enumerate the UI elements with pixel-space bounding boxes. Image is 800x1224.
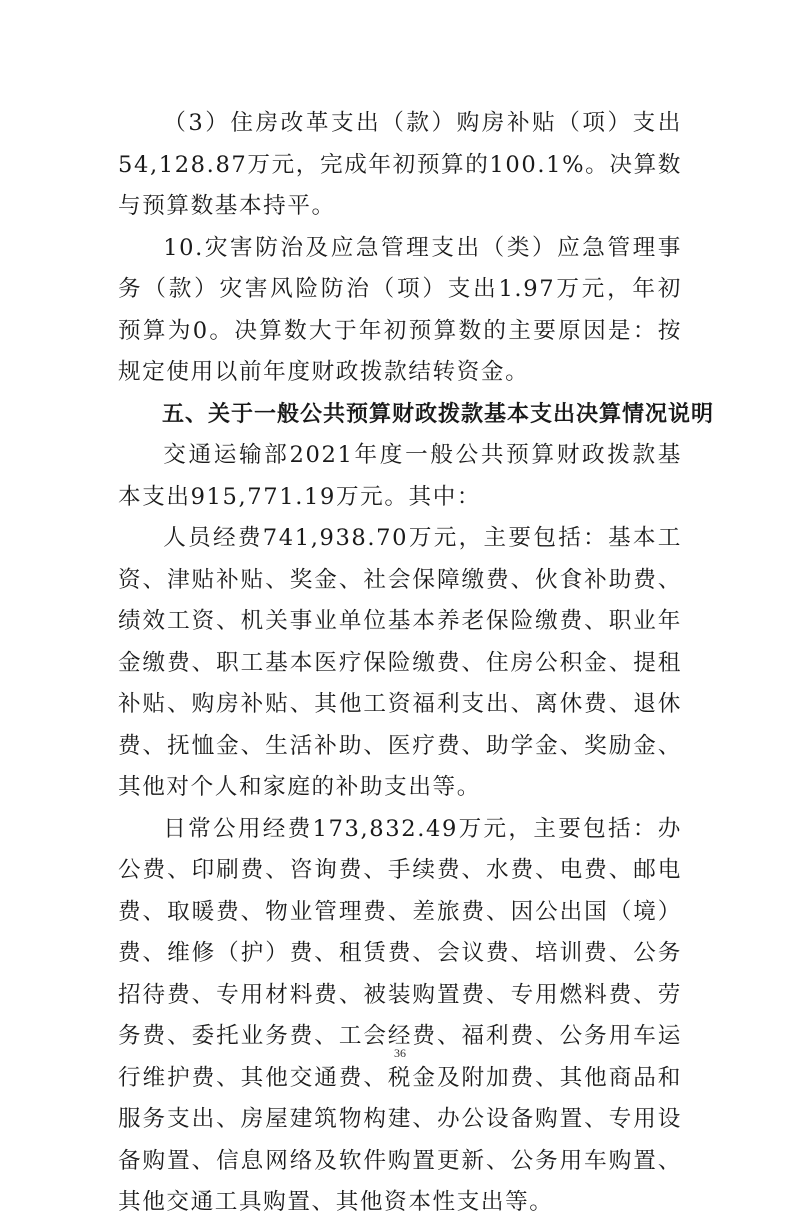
page-number: 36 — [394, 1046, 406, 1060]
paragraph-basic-expenditure-total: 交通运输部2021年度一般公共预算财政拨款基本支出915,771.19万元。其中： — [118, 442, 682, 510]
paragraph-public-expenses: 日常公用经费173,832.49万元，主要包括：办公费、印刷费、咨询费、手续费、水费、电费、邮电费、取暖费、物业管理费、差旅费、因公出国（境）费、维修（护）费、租赁费、会议费、培训费、公务招待费、专用材料费、被装购置费、专用燃料费、劳务费、委托业务费、工会经费、福利费、公务用车运行维护费、其他交通费、税金及附加费、其他商品和服务支出、房屋建筑物构建、办公设备购置、专用设备购置、信息网络及软件购置更新、公务用车购置、其他交通工具购置、其他资本性支出等。 — [118, 815, 682, 1215]
paragraph-housing-reform: （3）住房改革支出（款）购房补贴（项）支出54,128.87万元，完成年初预算的100.1%。决算数与预算数基本持平。 — [118, 110, 682, 219]
paragraph-personnel-expenses: 人员经费741,938.70万元，主要包括：基本工资、津贴补贴、奖金、社会保障缴费、伙食补助费、绩效工资、机关事业单位基本养老保险缴费、职业年金缴费、职工基本医疗保险缴费、住房公积金、提租补贴、购房补贴、其他工资福利支出、离休费、退休费、抚恤金、生活补助、医疗费、助学金、奖励金、其他对个人和家庭的补助支出等。 — [118, 525, 682, 800]
paragraph-disaster-prevention: 10.灾害防治及应急管理支出（类）应急管理事务（款）灾害风险防治（项）支出1.97万元，年初预算为0。决算数大于年初预算数的主要原因是：按规定使用以前年度财政拨款结转资金。 — [118, 234, 682, 385]
section-heading-basic-expenditure: 五、关于一般公共预算财政拨款基本支出决算情况说明 — [162, 401, 715, 427]
